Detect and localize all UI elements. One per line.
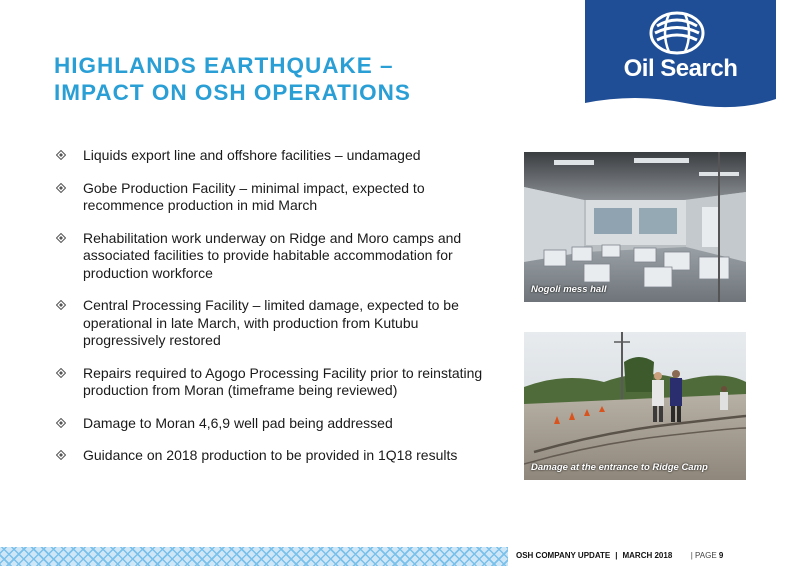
logo-emblem-icon (647, 10, 707, 56)
diamond-bullet-icon (56, 450, 66, 460)
footer-company: OSH COMPANY UPDATE (516, 551, 611, 560)
diamond-bullet-icon (56, 368, 66, 378)
title-line-1: HIGHLANDS EARTHQUAKE – (54, 53, 394, 78)
bullet-text: Guidance on 2018 production to be provided in 1Q18 results (83, 447, 458, 463)
bullet-text: Repairs required to Agogo Processing Facility prior to reinstating production from Moran (timeframe being reviewed) (83, 364, 483, 398)
bullet-list (56, 147, 496, 480)
diamond-bullet-icon (56, 150, 66, 160)
diamond-bullet-icon (56, 300, 66, 310)
bullet-item (56, 147, 496, 165)
bullet-text: Damage to Moran 4,6,9 well pad being addressed (83, 414, 393, 431)
bullet-item (56, 297, 496, 350)
bullet-text: Central Processing Facility – limited damage, expected to be operational in late March, with production from Kutubu progressively restored (83, 297, 459, 348)
footer-date: MARCH 2018 (622, 551, 673, 560)
mess-hall-image (524, 152, 746, 302)
bullet-item (56, 180, 496, 215)
photo-caption: Damage at the entrance to Ridge Camp (531, 462, 708, 473)
photo-mess-hall (524, 152, 746, 302)
bullet-text: Gobe Production Facility – minimal impact, expected to recommence production in mid March (83, 179, 425, 213)
footer-page-label: | PAGE (690, 551, 717, 560)
bullet-item (56, 447, 496, 465)
ridge-camp-image (524, 332, 746, 480)
diamond-bullet-icon (56, 418, 66, 428)
bullet-item (56, 365, 496, 400)
photo-caption: Nogoli mess hall (531, 284, 607, 295)
diamond-bullet-icon (56, 183, 66, 193)
logo-text: Oil Search (623, 55, 738, 82)
photo-ridge-camp (524, 332, 746, 480)
bullet-item (56, 415, 496, 433)
title-line-2: IMPACT ON OSH OPERATIONS (54, 80, 411, 105)
bullet-item (56, 230, 496, 283)
bullet-text: Rehabilitation work underway on Ridge and Moro camps and associated facilities to provide habitable accommodation for production workforce (83, 229, 462, 281)
footer (516, 551, 723, 560)
footer-separator: | (615, 551, 618, 560)
footer-page-number: 9 (718, 551, 724, 560)
oil-search-logo (585, 0, 776, 111)
logo-wave-icon (585, 91, 776, 111)
diamond-bullet-icon (56, 233, 66, 243)
slide-title (54, 52, 514, 106)
bullet-text: Liquids export line and offshore facilities – undamaged (83, 147, 421, 163)
